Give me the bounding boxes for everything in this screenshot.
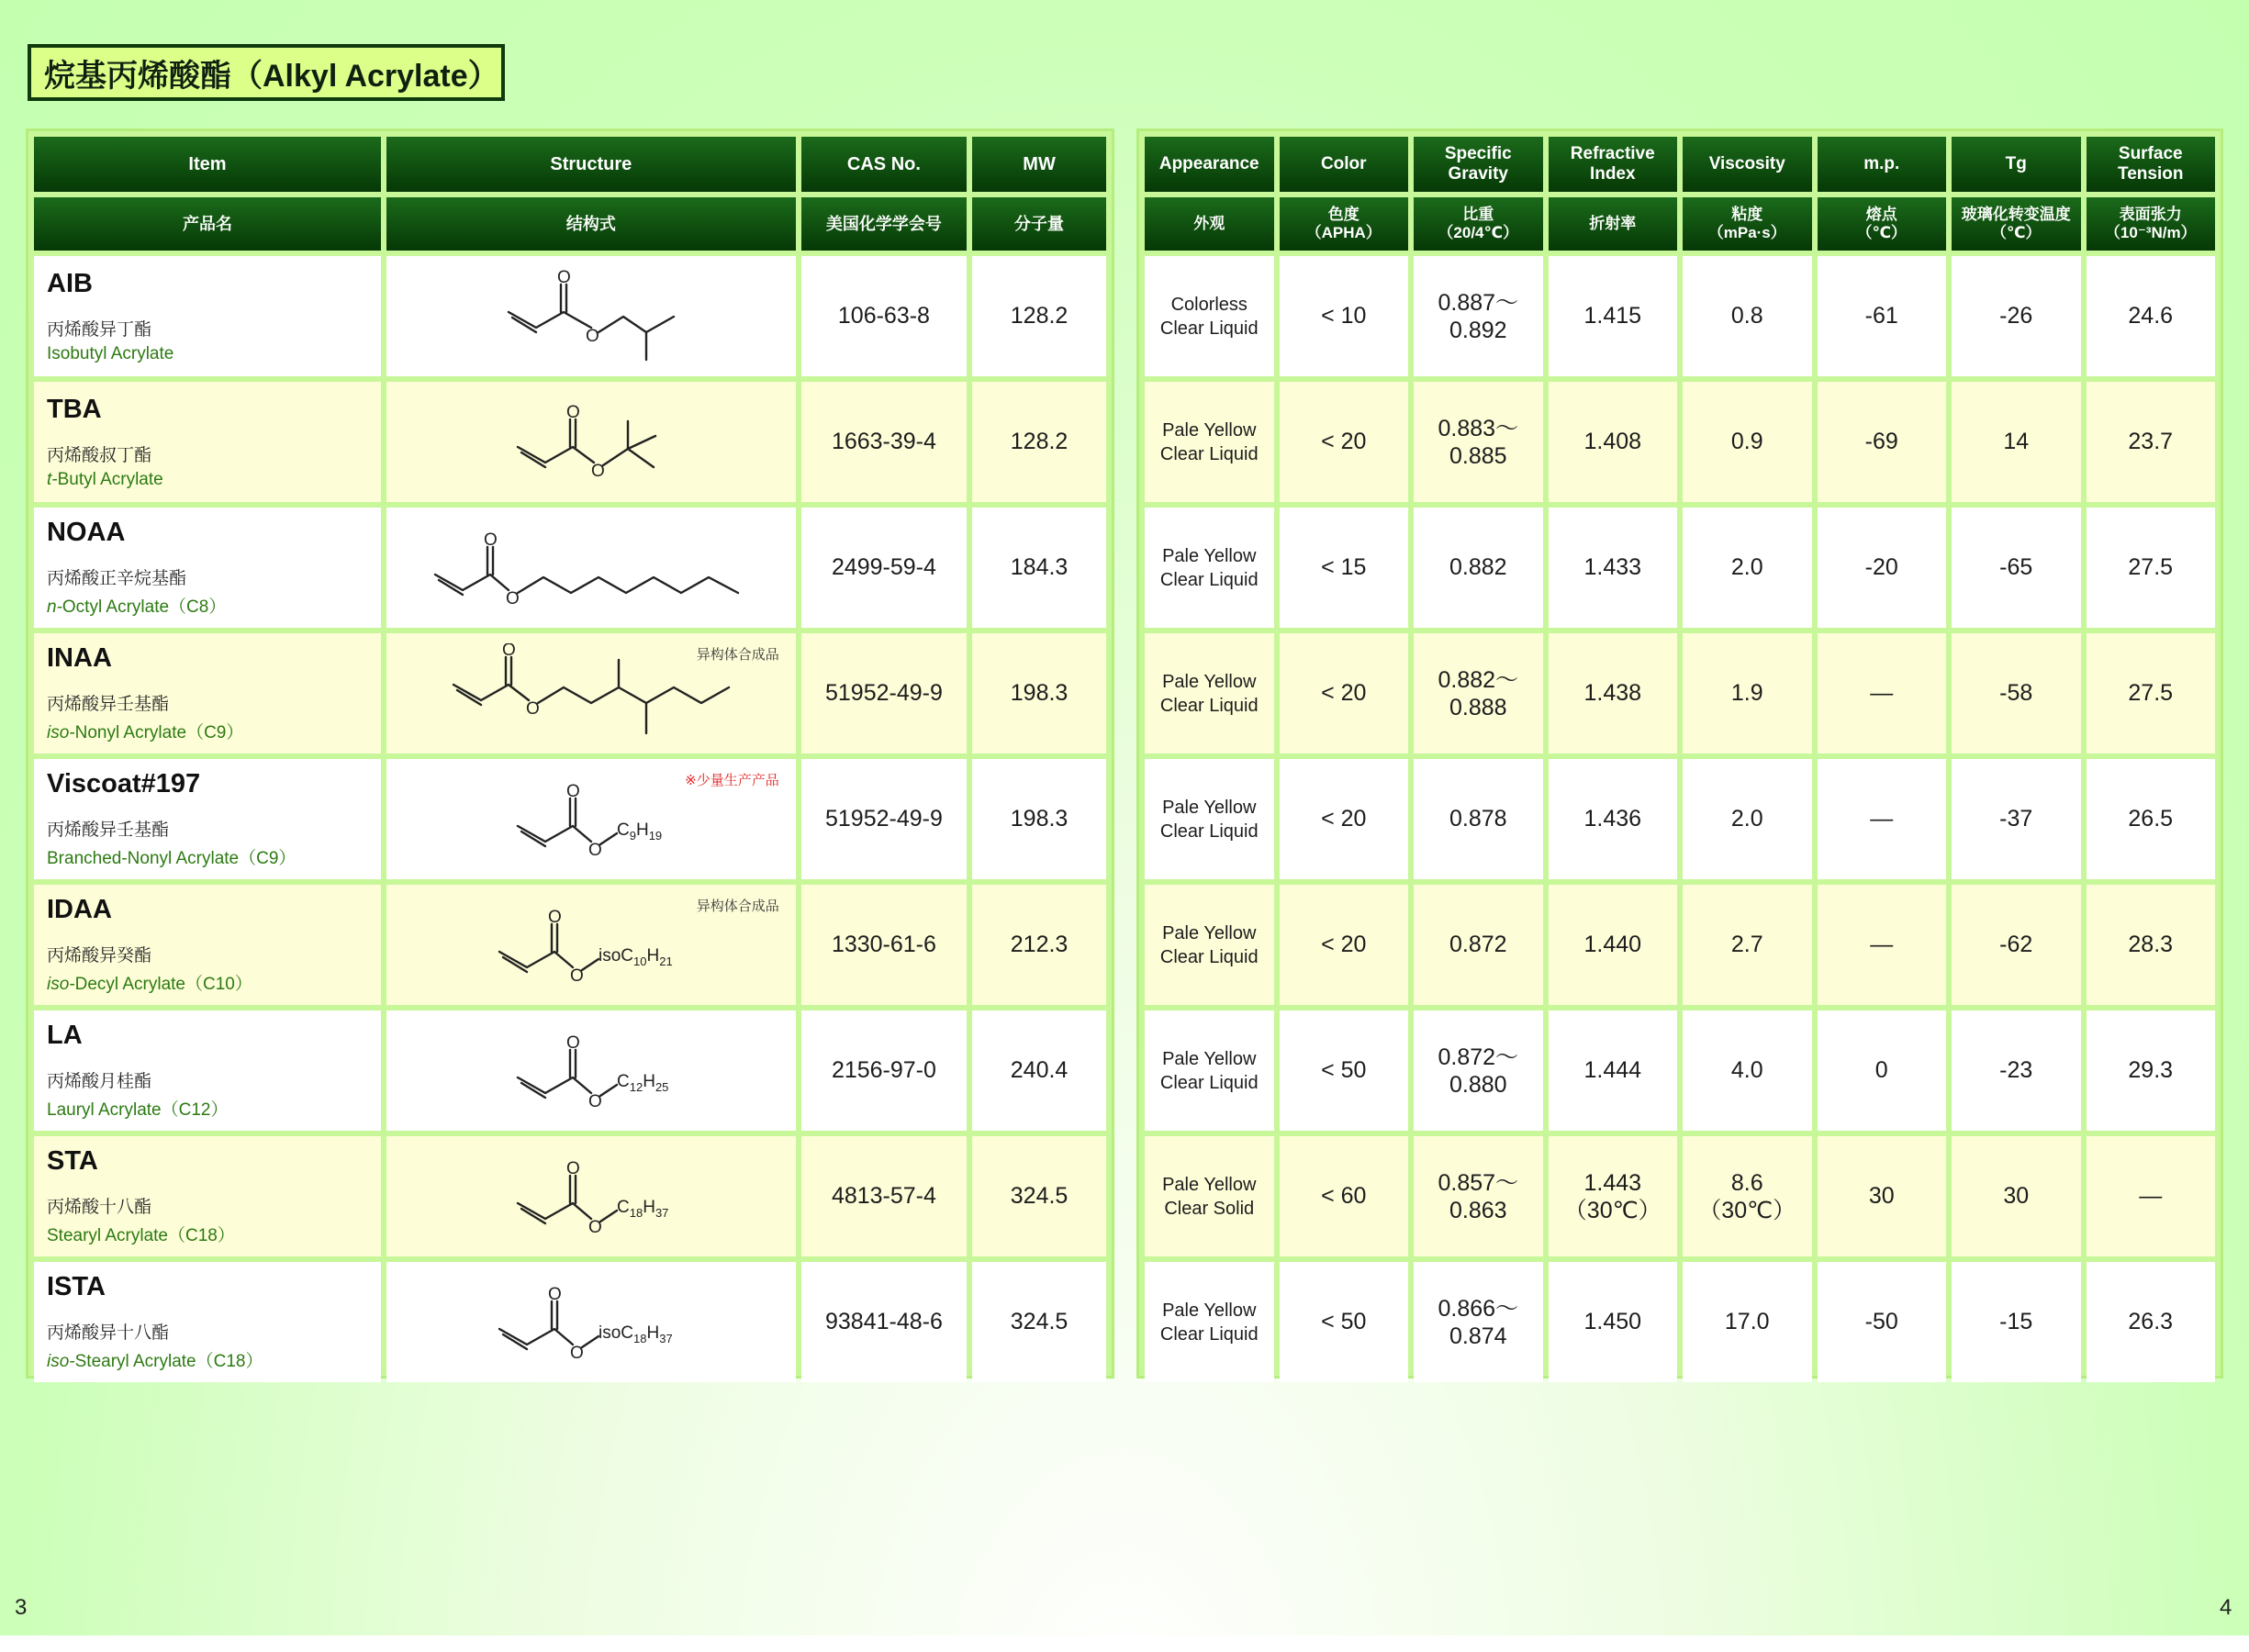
product-name-en: iso-Stearyl Acrylate（C18） bbox=[47, 1352, 263, 1371]
header-surface-tension-cn: 表面张力 （10⁻³N/m） bbox=[2087, 197, 2216, 251]
specific-gravity-cell: 0.882 bbox=[1414, 508, 1543, 628]
color-cell: < 20 bbox=[1280, 382, 1409, 502]
specific-gravity-cell: 0.872～ 0.880 bbox=[1414, 1010, 1543, 1131]
svg-text:O: O bbox=[590, 461, 605, 481]
table-row bbox=[1145, 1262, 2215, 1382]
table-row bbox=[34, 508, 1106, 628]
mw-cell: 324.5 bbox=[972, 1136, 1106, 1256]
product-name-cell bbox=[34, 885, 381, 1005]
header-cas-cn: 美国化学学会号 bbox=[801, 197, 967, 251]
header-refractive-index: Refractive Index bbox=[1549, 137, 1678, 192]
surface-tension-cell: — bbox=[2087, 1136, 2216, 1256]
table-row bbox=[34, 1136, 1106, 1256]
appearance-cell: Pale Yellow Clear Solid bbox=[1145, 1136, 1274, 1256]
product-name-cn: 丙烯酸叔丁酯 bbox=[47, 445, 152, 465]
cas-cell: 2156-97-0 bbox=[801, 1010, 967, 1131]
structure-cell bbox=[386, 1262, 796, 1382]
specific-gravity-cell: 0.878 bbox=[1414, 759, 1543, 879]
viscosity-cell: 17.0 bbox=[1683, 1262, 1812, 1382]
melting-point-cell: — bbox=[1818, 885, 1947, 1005]
product-name-cn: 丙烯酸异壬基酯 bbox=[47, 695, 170, 714]
product-properties-table bbox=[1136, 128, 2223, 1379]
mw-cell: 184.3 bbox=[972, 508, 1106, 628]
product-abbr: INAA bbox=[47, 643, 112, 673]
surface-tension-cell: 29.3 bbox=[2087, 1010, 2216, 1131]
table-row bbox=[1145, 256, 2215, 376]
svg-text:O: O bbox=[565, 781, 580, 801]
product-abbr: NOAA bbox=[47, 518, 126, 547]
appearance-cell: Pale Yellow Clear Liquid bbox=[1145, 633, 1274, 753]
product-abbr: IDAA bbox=[47, 895, 112, 924]
specific-gravity-cell: 0.882～ 0.888 bbox=[1414, 633, 1543, 753]
table-row bbox=[34, 885, 1106, 1005]
structure-cell bbox=[386, 885, 796, 1005]
product-name-cell bbox=[34, 1136, 381, 1256]
product-name-cell bbox=[34, 759, 381, 879]
appearance-cell: Pale Yellow Clear Liquid bbox=[1145, 382, 1274, 502]
svg-text:O: O bbox=[547, 1284, 562, 1304]
refractive-index-cell: 1.415 bbox=[1549, 256, 1678, 376]
appearance-cell: Pale Yellow Clear Liquid bbox=[1145, 1010, 1274, 1131]
appearance-cell: Colorless Clear Liquid bbox=[1145, 256, 1274, 376]
appearance-cell: Pale Yellow Clear Liquid bbox=[1145, 1262, 1274, 1382]
product-name-cn: 丙烯酸十八酯 bbox=[47, 1198, 152, 1217]
refractive-index-cell: 1.440 bbox=[1549, 885, 1678, 1005]
specific-gravity-cell: 0.883～ 0.885 bbox=[1414, 382, 1543, 502]
viscosity-cell: 8.6 （30℃） bbox=[1683, 1136, 1812, 1256]
svg-text:O: O bbox=[587, 1217, 602, 1237]
cas-cell: 2499-59-4 bbox=[801, 508, 967, 628]
product-name-en: iso-Nonyl Acrylate（C9） bbox=[47, 723, 244, 742]
product-name-cell bbox=[34, 633, 381, 753]
viscosity-cell: 2.0 bbox=[1683, 508, 1812, 628]
lauryl-acrylate-structure-icon bbox=[499, 1021, 683, 1122]
header-specific-gravity: Specific Gravity bbox=[1414, 137, 1543, 192]
product-name-cn: 丙烯酸正辛烷基酯 bbox=[47, 569, 187, 588]
structure-cell bbox=[386, 508, 796, 628]
product-abbr: STA bbox=[47, 1146, 98, 1176]
table-row bbox=[1145, 382, 2215, 502]
refractive-index-cell: 1.408 bbox=[1549, 382, 1678, 502]
header-melting-point: m.p. bbox=[1818, 137, 1947, 192]
table-row bbox=[1145, 508, 2215, 628]
svg-text:O: O bbox=[565, 1158, 580, 1178]
header-cas: CAS No. bbox=[801, 137, 967, 192]
color-cell: < 20 bbox=[1280, 633, 1409, 753]
appearance-cell: Pale Yellow Clear Liquid bbox=[1145, 508, 1274, 628]
header-color-cn: 色度 （APHA） bbox=[1280, 197, 1409, 251]
isononyl-acrylate-structure-icon bbox=[444, 643, 738, 744]
svg-text:O: O bbox=[569, 1343, 584, 1363]
structure-cell bbox=[386, 382, 796, 502]
header-structure: Structure bbox=[386, 137, 796, 192]
melting-point-cell: 30 bbox=[1818, 1136, 1947, 1256]
color-cell: < 20 bbox=[1280, 885, 1409, 1005]
refractive-index-cell: 1.438 bbox=[1549, 633, 1678, 753]
product-name-cn: 丙烯酸异壬基酯 bbox=[47, 820, 170, 840]
product-name-en: n-Octyl Acrylate（C8） bbox=[47, 597, 227, 617]
tg-cell: -62 bbox=[1952, 885, 2081, 1005]
isomer-note: 异构体合成品 bbox=[696, 899, 779, 914]
cas-cell: 1663-39-4 bbox=[801, 382, 967, 502]
specific-gravity-cell: 0.872 bbox=[1414, 885, 1543, 1005]
refractive-index-cell: 1.450 bbox=[1549, 1262, 1678, 1382]
header-specific-gravity-cn: 比重 （20/4℃） bbox=[1414, 197, 1543, 251]
header-appearance: Appearance bbox=[1145, 137, 1274, 192]
product-name-en: iso-Decyl Acrylate（C10） bbox=[47, 975, 252, 994]
svg-text:O: O bbox=[525, 698, 540, 719]
page-number-left: 3 bbox=[15, 1595, 28, 1620]
product-name-cn: 丙烯酸异十八酯 bbox=[47, 1323, 170, 1343]
svg-text:O: O bbox=[505, 588, 520, 608]
structure-cell bbox=[386, 256, 796, 376]
surface-tension-cell: 26.5 bbox=[2087, 759, 2216, 879]
isomer-note: 异构体合成品 bbox=[696, 647, 779, 663]
svg-text:O: O bbox=[547, 907, 562, 927]
svg-text:O: O bbox=[587, 840, 602, 860]
header-mw-cn: 分子量 bbox=[972, 197, 1106, 251]
table-row bbox=[34, 256, 1106, 376]
mw-cell: 128.2 bbox=[972, 382, 1106, 502]
isobutyl-acrylate-structure-icon bbox=[499, 266, 683, 367]
header-appearance-cn: 外观 bbox=[1145, 197, 1274, 251]
product-abbr: AIB bbox=[47, 268, 93, 298]
svg-text:isoC10H21: $isoC_{10}H_{21}$ bbox=[598, 945, 673, 968]
svg-text:O: O bbox=[565, 402, 580, 422]
header-viscosity-cn: 粘度 （mPa·s） bbox=[1683, 197, 1812, 251]
mw-cell: 212.3 bbox=[972, 885, 1106, 1005]
product-abbr: LA bbox=[47, 1021, 83, 1050]
cas-cell: 4813-57-4 bbox=[801, 1136, 967, 1256]
isostearyl-acrylate-structure-icon bbox=[490, 1272, 692, 1373]
mw-cell: 128.2 bbox=[972, 256, 1106, 376]
product-name-en: t-Butyl Acrylate bbox=[47, 469, 163, 489]
table-row bbox=[34, 759, 1106, 879]
surface-tension-cell: 23.7 bbox=[2087, 382, 2216, 502]
svg-text:O: O bbox=[569, 966, 584, 986]
melting-point-cell: — bbox=[1818, 633, 1947, 753]
product-abbr: TBA bbox=[47, 394, 102, 424]
svg-text:C12H25: $C_{12}H_{25}$ bbox=[616, 1071, 669, 1094]
product-name-cn: 丙烯酸月桂酯 bbox=[47, 1072, 152, 1091]
color-cell: < 50 bbox=[1280, 1262, 1409, 1382]
cas-cell: 1330-61-6 bbox=[801, 885, 967, 1005]
surface-tension-cell: 27.5 bbox=[2087, 633, 2216, 753]
tg-cell: -15 bbox=[1952, 1262, 2081, 1382]
svg-text:C18H37: $C_{18}H_{37}$ bbox=[616, 1197, 669, 1220]
viscosity-cell: 0.8 bbox=[1683, 256, 1812, 376]
tg-cell: -26 bbox=[1952, 256, 2081, 376]
header-structure-cn: 结构式 bbox=[386, 197, 796, 251]
stearyl-acrylate-structure-icon bbox=[499, 1146, 683, 1247]
page-number-right: 4 bbox=[2220, 1595, 2232, 1620]
tg-cell: -37 bbox=[1952, 759, 2081, 879]
refractive-index-cell: 1.436 bbox=[1549, 759, 1678, 879]
melting-point-cell: 0 bbox=[1818, 1010, 1947, 1131]
viscosity-cell: 2.0 bbox=[1683, 759, 1812, 879]
tg-cell: -23 bbox=[1952, 1010, 2081, 1131]
color-cell: < 10 bbox=[1280, 256, 1409, 376]
color-cell: < 20 bbox=[1280, 759, 1409, 879]
melting-point-cell: — bbox=[1818, 759, 1947, 879]
header-item: Item bbox=[34, 137, 381, 192]
octyl-acrylate-structure-icon bbox=[426, 518, 756, 619]
viscosity-cell: 1.9 bbox=[1683, 633, 1812, 753]
table-row bbox=[1145, 633, 2215, 753]
viscosity-cell: 4.0 bbox=[1683, 1010, 1812, 1131]
product-name-cn: 丙烯酸异癸酯 bbox=[47, 946, 152, 966]
header-refractive-index-cn: 折射率 bbox=[1549, 197, 1678, 251]
product-name-en: Lauryl Acrylate（C12） bbox=[47, 1100, 229, 1120]
product-identity-table bbox=[26, 128, 1114, 1379]
header-item-cn: 产品名 bbox=[34, 197, 381, 251]
table-row bbox=[1145, 759, 2215, 879]
svg-text:O: O bbox=[501, 642, 516, 660]
specific-gravity-cell: 0.866～ 0.874 bbox=[1414, 1262, 1543, 1382]
c9h19-acrylate-structure-icon bbox=[499, 769, 683, 870]
table-row bbox=[1145, 1136, 2215, 1256]
header-color: Color bbox=[1280, 137, 1409, 192]
tg-cell: -58 bbox=[1952, 633, 2081, 753]
appearance-cell: Pale Yellow Clear Liquid bbox=[1145, 759, 1274, 879]
header-mw: MW bbox=[972, 137, 1106, 192]
tert-butyl-acrylate-structure-icon bbox=[499, 392, 683, 493]
svg-text:O: O bbox=[556, 267, 571, 287]
color-cell: < 15 bbox=[1280, 508, 1409, 628]
structure-cell bbox=[386, 759, 796, 879]
cas-cell: 51952-49-9 bbox=[801, 633, 967, 753]
product-name-cell bbox=[34, 256, 381, 376]
product-name-en: Branched-Nonyl Acrylate（C9） bbox=[47, 849, 297, 868]
viscosity-cell: 0.9 bbox=[1683, 382, 1812, 502]
cas-cell: 106-63-8 bbox=[801, 256, 967, 376]
product-abbr: ISTA bbox=[47, 1272, 106, 1301]
product-name-cell bbox=[34, 1262, 381, 1382]
product-name-cell bbox=[34, 508, 381, 628]
product-name-cell bbox=[34, 382, 381, 502]
cas-cell: 51952-49-9 bbox=[801, 759, 967, 879]
melting-point-cell: -20 bbox=[1818, 508, 1947, 628]
viscosity-cell: 2.7 bbox=[1683, 885, 1812, 1005]
tg-cell: 14 bbox=[1952, 382, 2081, 502]
table-row bbox=[34, 1262, 1106, 1382]
structure-cell bbox=[386, 1010, 796, 1131]
refractive-index-cell: 1.444 bbox=[1549, 1010, 1678, 1131]
appearance-cell: Pale Yellow Clear Liquid bbox=[1145, 885, 1274, 1005]
specific-gravity-cell: 0.887～ 0.892 bbox=[1414, 256, 1543, 376]
structure-cell bbox=[386, 633, 796, 753]
tg-cell: -65 bbox=[1952, 508, 2081, 628]
mw-cell: 240.4 bbox=[972, 1010, 1106, 1131]
product-abbr: Viscoat#197 bbox=[47, 769, 201, 798]
melting-point-cell: -69 bbox=[1818, 382, 1947, 502]
product-name-en: Isobutyl Acrylate bbox=[47, 343, 174, 363]
structure-cell bbox=[386, 1136, 796, 1256]
properties-grid bbox=[1139, 131, 2221, 1388]
header-viscosity: Viscosity bbox=[1683, 137, 1812, 192]
refractive-index-cell: 1.443 （30℃） bbox=[1549, 1136, 1678, 1256]
surface-tension-cell: 27.5 bbox=[2087, 508, 2216, 628]
mw-cell: 198.3 bbox=[972, 633, 1106, 753]
product-name-cell bbox=[34, 1010, 381, 1131]
svg-text:O: O bbox=[587, 1091, 602, 1111]
surface-tension-cell: 26.3 bbox=[2087, 1262, 2216, 1382]
color-cell: < 60 bbox=[1280, 1136, 1409, 1256]
svg-text:C9H19: $C_9H_{19}$ bbox=[616, 820, 663, 843]
svg-text:O: O bbox=[585, 326, 599, 346]
limited-production-note: ※少量生产产品 bbox=[685, 773, 779, 788]
header-tg-cn: 玻璃化转变温度 （℃） bbox=[1952, 197, 2081, 251]
header-tg: Tg bbox=[1952, 137, 2081, 192]
surface-tension-cell: 28.3 bbox=[2087, 885, 2216, 1005]
mw-cell: 198.3 bbox=[972, 759, 1106, 879]
isodecyl-acrylate-structure-icon bbox=[490, 895, 692, 996]
table-row bbox=[1145, 885, 2215, 1005]
svg-text:O: O bbox=[565, 1032, 580, 1053]
svg-text:O: O bbox=[483, 530, 498, 550]
table-row bbox=[34, 633, 1106, 753]
mw-cell: 324.5 bbox=[972, 1262, 1106, 1382]
page-bottom-edge bbox=[0, 1635, 2249, 1652]
table-row bbox=[34, 1010, 1106, 1131]
melting-point-cell: -50 bbox=[1818, 1262, 1947, 1382]
table-row bbox=[34, 382, 1106, 502]
product-name-cn: 丙烯酸异丁酯 bbox=[47, 319, 152, 340]
tg-cell: 30 bbox=[1952, 1136, 2081, 1256]
surface-tension-cell: 24.6 bbox=[2087, 256, 2216, 376]
specific-gravity-cell: 0.857～ 0.863 bbox=[1414, 1136, 1543, 1256]
header-surface-tension: Surface Tension bbox=[2087, 137, 2216, 192]
product-name-en: Stearyl Acrylate（C18） bbox=[47, 1226, 235, 1245]
cas-cell: 93841-48-6 bbox=[801, 1262, 967, 1382]
refractive-index-cell: 1.433 bbox=[1549, 508, 1678, 628]
color-cell: < 50 bbox=[1280, 1010, 1409, 1131]
header-melting-point-cn: 熔点 （℃） bbox=[1818, 197, 1947, 251]
table-row bbox=[1145, 1010, 2215, 1131]
svg-text:isoC18H37: $isoC_{18}H_{37}$ bbox=[598, 1323, 673, 1345]
page-title: 烷基丙烯酸酯（Alkyl Acrylate） bbox=[28, 44, 505, 101]
melting-point-cell: -61 bbox=[1818, 256, 1947, 376]
